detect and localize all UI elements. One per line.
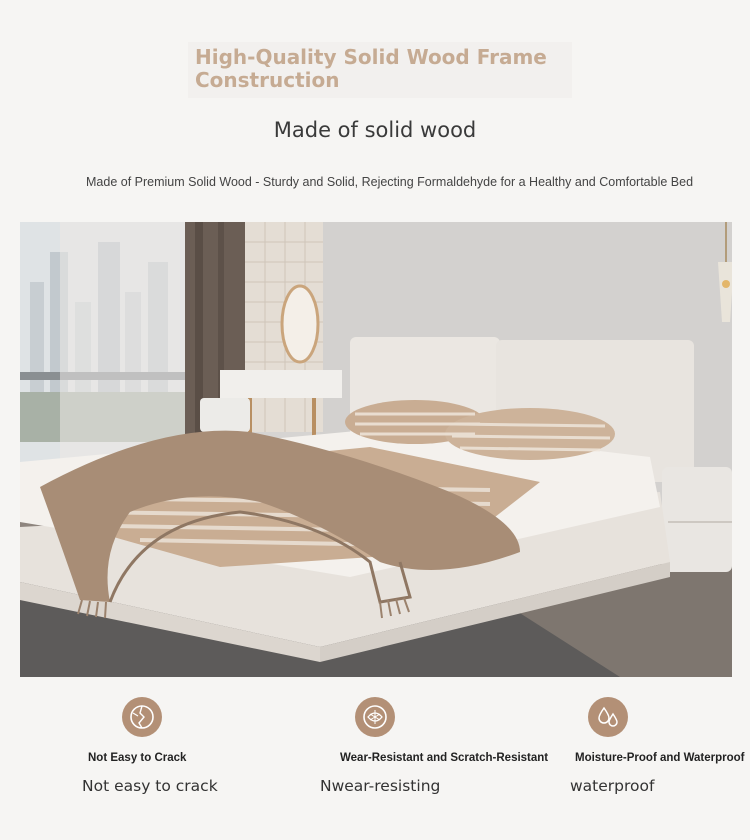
feature-subtitle-crack: Not easy to crack xyxy=(82,777,218,795)
wear-resistant-icon xyxy=(355,697,395,737)
bed-product-photo xyxy=(20,222,732,677)
feature-title-wear: Wear-Resistant and Scratch-Resistant xyxy=(340,752,549,764)
feature-title-water: Moisture-Proof and Waterproof xyxy=(575,752,745,764)
anti-crack-icon xyxy=(122,697,162,737)
page-title: High-Quality Solid Wood Frame Construction xyxy=(195,45,547,92)
page-subtitle: Made of solid wood xyxy=(273,118,477,142)
feature-subtitle-wear: Nwear-resisting xyxy=(320,777,441,795)
feature-title-crack: Not Easy to Crack xyxy=(88,752,187,764)
feature-subtitle-water: waterproof xyxy=(570,777,655,795)
product-description: Made of Premium Solid Wood - Sturdy and Solid, Rejecting Formaldehyde for a Healthy and Comfortable Bed xyxy=(86,175,694,189)
water-drops-icon xyxy=(588,697,628,737)
